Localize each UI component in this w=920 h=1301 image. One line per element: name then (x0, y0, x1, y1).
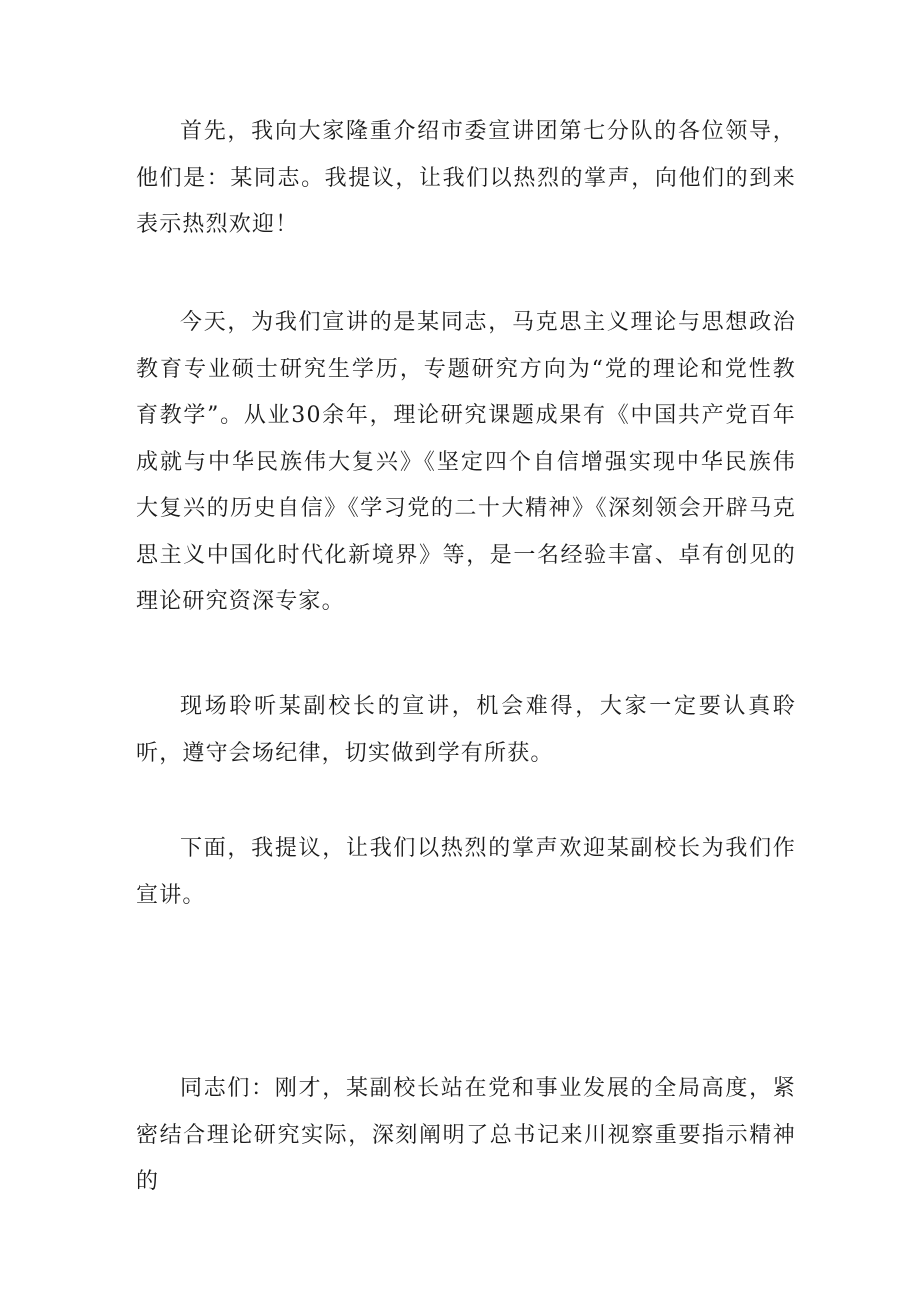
paragraph-listen-carefully: 现场聆听某副校长的宣讲，机会难得，大家一定要认真聆听，遵守会场纪律，切实做到学有所获。 (136, 694, 796, 766)
paragraph-closing-remarks: 同志们：刚才，某副校长站在党和事业发展的全局高度，紧密结合理论研究实际，深刻阐明了总书记来川视察重要指示精神的 (136, 1076, 796, 1194)
paragraph-welcome-applause: 下面，我提议，让我们以热烈的掌声欢迎某副校长为我们作宣讲。 (136, 836, 796, 908)
paragraph-speaker-bio: 今天，为我们宣讲的是某同志，马克思主义理论与思想政治教育专业硕士研究生学历，专题研究方向为“党的理论和党性教育教学”。从业30余年，理论研究课题成果有《中国共产党百年成就与中华民族伟大复兴》《坚定四个自信增强实现中华民族伟大复兴的历史自信》《学习党的二十大精神》《深刻领会开辟马克思主义中国化时代化新境界》等，是一名经验丰富、卓有创见的理论研究资深专家。 (136, 310, 796, 614)
paragraph-introduce-leaders: 首先，我向大家隆重介绍市委宣讲团第七分队的各位领导，他们是：某同志。我提议，让我们以热烈的掌声，向他们的到来表示热烈欢迎！ (136, 119, 796, 237)
